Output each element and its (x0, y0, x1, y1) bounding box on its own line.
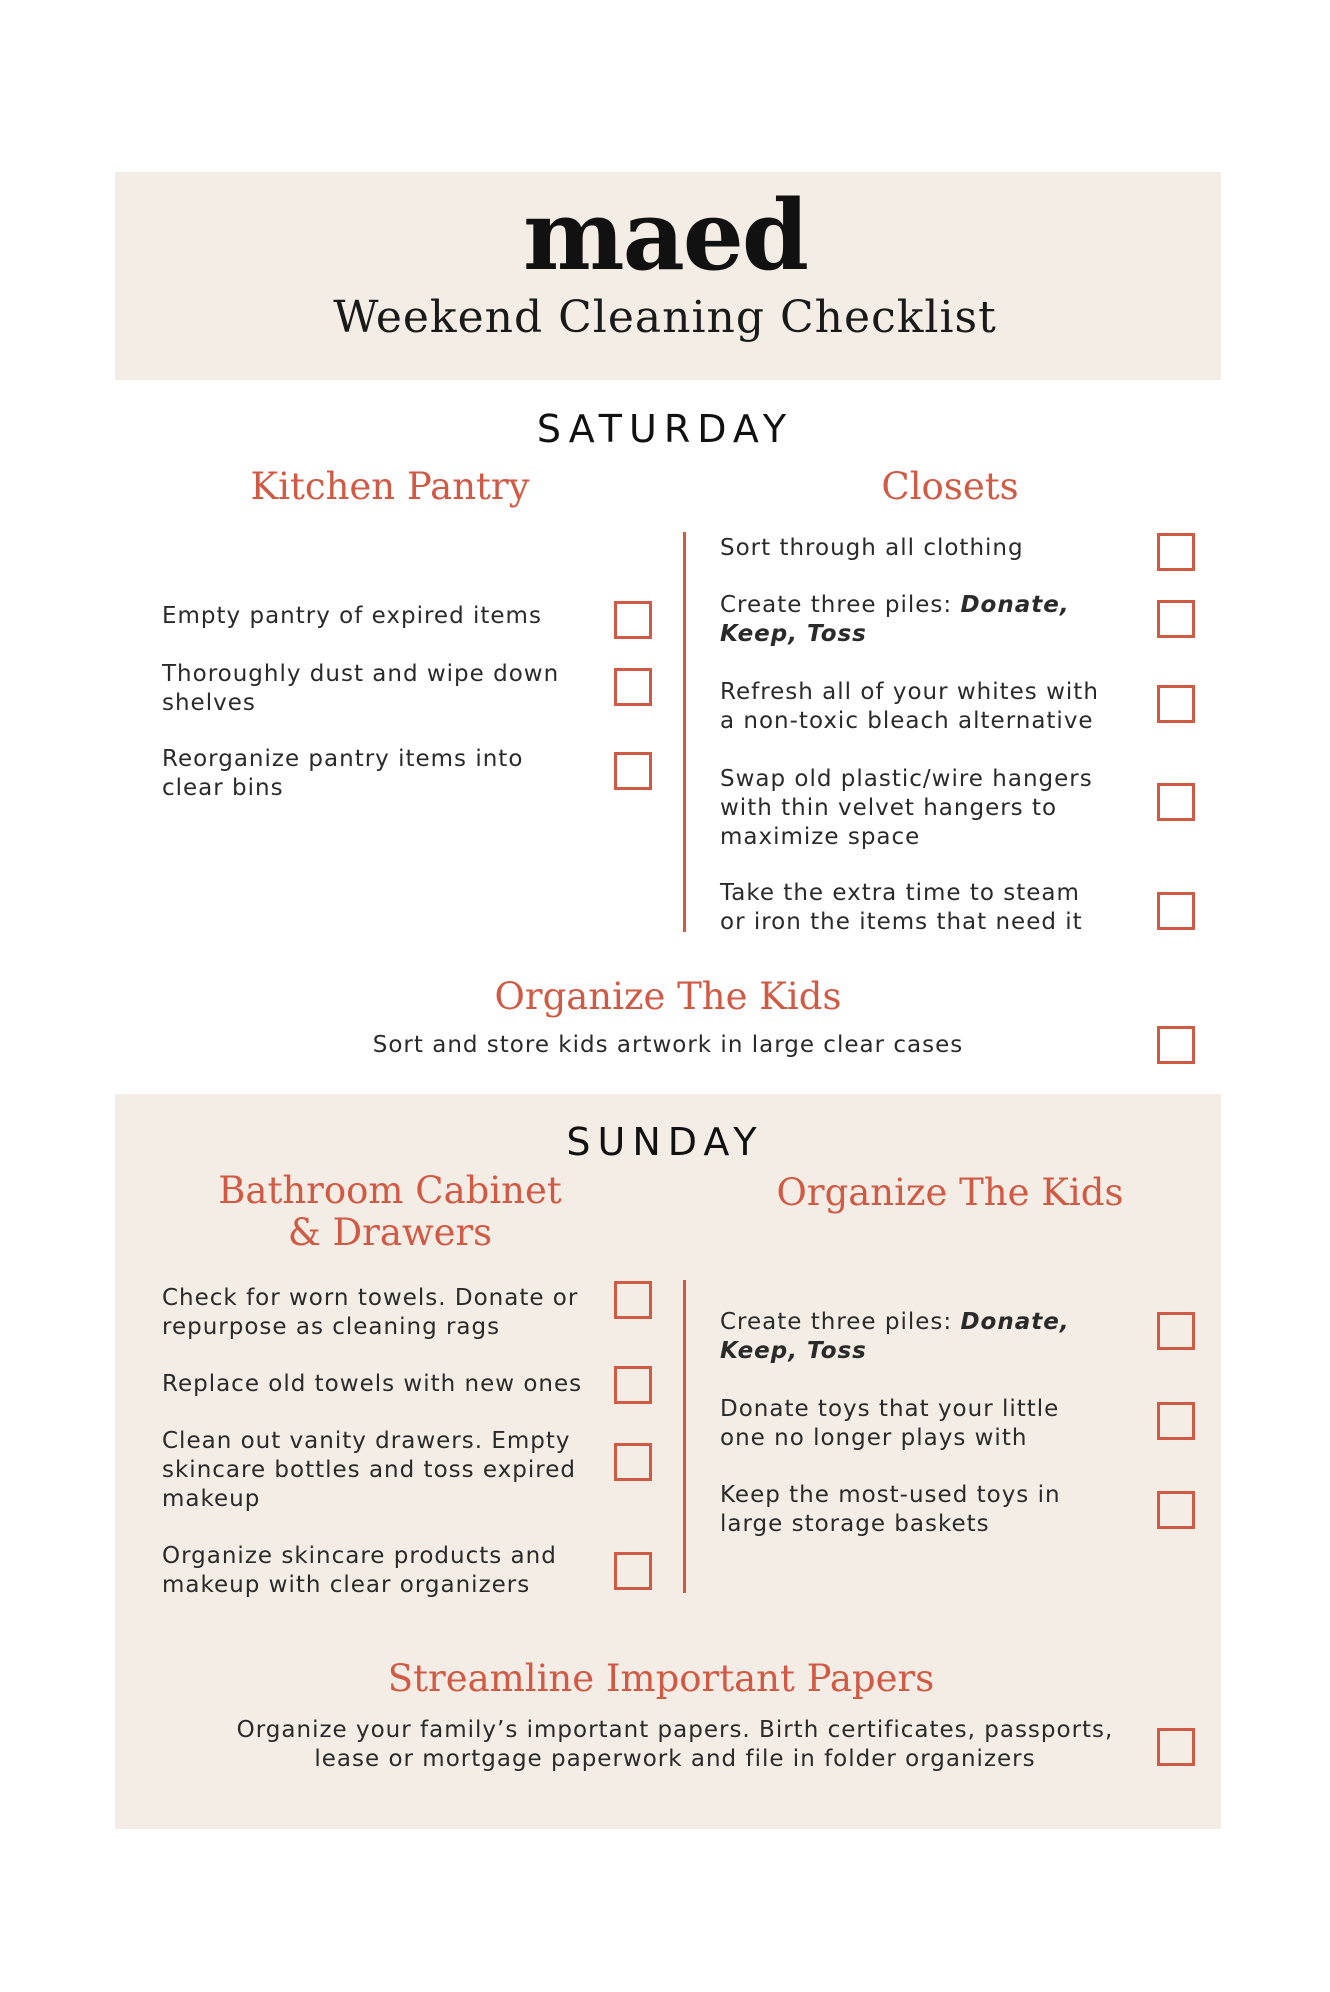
closets-heading: Closets (881, 465, 1019, 508)
checklist-item-dust-shelves: Thoroughly dust and wipe down shelves (162, 661, 560, 716)
checkbox-refresh-whites[interactable] (1157, 685, 1195, 723)
checkbox-create-piles-closets[interactable] (1157, 600, 1195, 638)
checklist-item-refresh-whites: Refresh all of your whites with a non-toxic bleach alternative (720, 679, 1099, 734)
checklist-item-create-piles-toys: Create three piles: Donate, Keep, Toss (720, 1309, 1070, 1364)
checkbox-swap-hangers[interactable] (1157, 783, 1195, 821)
papers-heading: Streamline Important Papers (387, 1657, 935, 1700)
checklist-item-swap-hangers: Swap old plastic/wire hangers with thin velvet hangers to maximize space (720, 766, 1093, 850)
checkbox-empty-pantry[interactable] (614, 601, 652, 639)
checklist-item-kids-artwork: Sort and store kids artwork in large clear cases (372, 1032, 964, 1058)
checklist-item-replace-towels: Replace old towels with new ones (162, 1371, 583, 1397)
checkbox-skincare-organizers[interactable] (614, 1552, 652, 1590)
sunday-divider (683, 1280, 686, 1593)
checkbox-dust-shelves[interactable] (614, 668, 652, 706)
checkbox-storage-baskets[interactable] (1157, 1491, 1195, 1529)
checkbox-create-piles-toys[interactable] (1157, 1312, 1195, 1350)
sunday-label: SUNDAY (566, 1120, 764, 1164)
brand-logo: maed (523, 179, 807, 292)
kitchen-pantry-heading: Kitchen Pantry (250, 465, 530, 508)
checkbox-worn-towels[interactable] (614, 1281, 652, 1319)
saturday-label: SATURDAY (536, 407, 794, 451)
checklist-item-storage-baskets: Keep the most-used toys in large storage baskets (720, 1482, 1061, 1537)
checklist-item-steam-iron: Take the extra time to steam or iron the items that need it (720, 880, 1083, 935)
checklist-item-important-papers: Organize your family’s important papers. Birth certificates, passports, lease or mortgage paperwork and file in folder organizers (236, 1717, 1114, 1772)
checklist-item-donate-toys: Donate toys that your little one no longer plays with (720, 1396, 1060, 1451)
page-title: Weekend Cleaning Checklist (333, 292, 997, 343)
checkbox-reorganize-pantry[interactable] (614, 752, 652, 790)
checkbox-important-papers[interactable] (1157, 1728, 1195, 1766)
checkbox-donate-toys[interactable] (1157, 1402, 1195, 1440)
checkbox-replace-towels[interactable] (614, 1366, 652, 1404)
checklist-item-worn-towels: Check for worn towels. Donate or repurpose as cleaning rags (162, 1285, 579, 1340)
saturday-divider (683, 532, 686, 932)
checklist-item-empty-pantry: Empty pantry of expired items (162, 603, 542, 629)
checklist-item-reorganize-pantry: Reorganize pantry items into clear bins (162, 746, 524, 801)
checkbox-vanity-drawers[interactable] (614, 1443, 652, 1481)
checklist-item-skincare-organizers: Organize skincare products and makeup with clear organizers (162, 1543, 557, 1598)
checkbox-sort-clothing[interactable] (1157, 533, 1195, 571)
checklist-item-create-piles-closets: Create three piles: Donate, Keep, Toss (720, 592, 1070, 647)
checkbox-steam-iron[interactable] (1157, 892, 1195, 930)
saturday-kids-heading: Organize The Kids (494, 975, 842, 1018)
bathroom-cabinet-heading: Bathroom Cabinet & Drawers (218, 1169, 562, 1254)
checklist-item-vanity-drawers: Clean out vanity drawers. Empty skincare bottles and toss expired makeup (162, 1428, 576, 1512)
checkbox-kids-artwork[interactable] (1157, 1026, 1195, 1064)
checklist-item-sort-clothing: Sort through all clothing (720, 535, 1024, 561)
sunday-kids-heading: Organize The Kids (776, 1171, 1124, 1214)
